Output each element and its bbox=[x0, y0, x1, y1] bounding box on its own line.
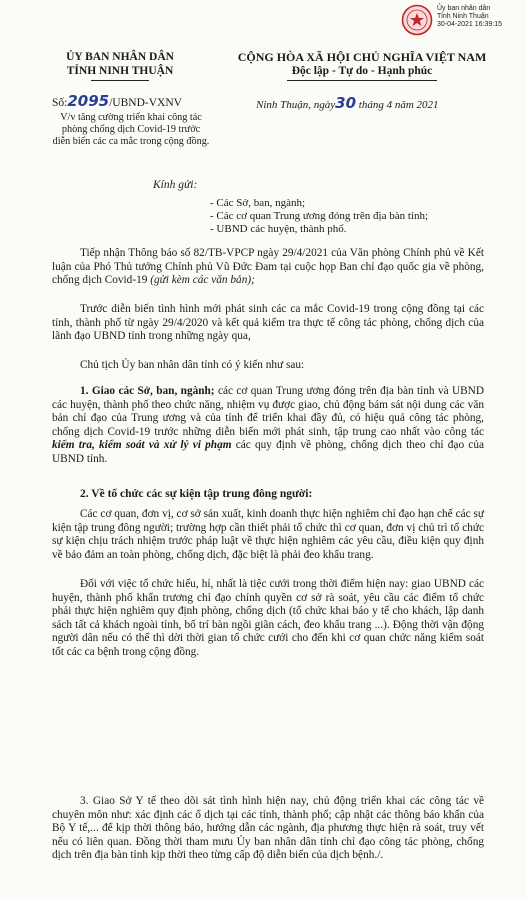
recipient-item: - Các cơ quan Trung ương đóng trên địa bàn tỉnh; bbox=[210, 210, 429, 222]
place-and-date: Ninh Thuận, ngày30 tháng 4 năm 2021 bbox=[256, 94, 439, 112]
org-underline bbox=[91, 80, 149, 81]
paragraph-1: Tiếp nhận Thông báo số 82/TB-VPCP ngày 29/4/2021 của Văn phòng Chính phủ về Kết luận của Phó Thủ tướng Chính phủ Vũ Đức Đam tại cuộc họp Ban chỉ đạo quốc gia về phòng, chống dịch Covid-19 (gửi kèm các văn bản); bbox=[52, 247, 484, 287]
signature-line-1: Ủy ban nhân dân bbox=[437, 5, 491, 12]
recipient-list bbox=[210, 197, 428, 236]
recipient-item: - Các Sở, ban, ngành; bbox=[210, 197, 306, 209]
nation-line-1: CỘNG HÒA XÃ HỘI CHỦ NGHĨA VIỆT NAM bbox=[237, 50, 487, 64]
issuing-organization bbox=[40, 50, 200, 81]
paragraph-2: Trước diễn biến tình hình mới phát sinh các ca mắc Covid-19 trong cộng đồng tại các tỉnh, thành phố từ ngày 29/4/2020 và kết quả kiểm tra thực tế công tác phòng, chống dịch của lãnh đạo UBND tỉnh trong những ngày qua, bbox=[52, 303, 484, 343]
org-line-1: ỦY BAN NHÂN DÂN bbox=[66, 51, 174, 63]
motto-underline bbox=[287, 80, 437, 81]
paragraph-5: Các cơ quan, đơn vị, cơ sở sản xuất, kinh doanh thực hiện nghiêm chỉ đạo hạn chế các sự kiện tập trung đông người; trường hợp cần thiết phải tổ chức thì cơ quan, đơn vị chủ trì tổ chức sự kiện chịu trách nhiệm trước pháp luật về thực hiện nghiêm các yêu cầu, điều kiện quy định về bảo đảm an toàn phòng, chống dịch, đặc biệt là phải đeo khẩu trang. bbox=[52, 508, 484, 561]
document-subject: V/v tăng cường triển khai công tác phòng chống dịch Covid-19 trước diễn biến các ca mắc trong cộng đồng. bbox=[52, 112, 210, 147]
nation-line-2: Độc lập - Tự do - Hạnh phúc bbox=[291, 65, 433, 77]
org-line-2: TỈNH NINH THUẬN bbox=[66, 65, 174, 77]
paragraph-6: Đối với việc tổ chức hiếu, hỉ, nhất là tiệc cưới trong thời điểm hiện nay: giao UBND các huyện, thành phố khẩn trương chỉ đạo chính quyền cơ sở rà soát, yêu cầu các điểm tổ chức phải thực hiện nghiêm quy định phòng, chống dịch (tổ chức khai báo y tế cho khách, lập danh sách tất cả khách ngoài tỉnh, bố trí bàn ngồi giãn cách, đeo khẩu trang ...). Động thời vận động người dân nếu có thể thì dời thời gian tổ chức cưới cho đến khi cơ quan chức năng kiểm soát tốt các ca bệnh trong cộng đồng. bbox=[52, 578, 484, 658]
national-motto bbox=[212, 50, 512, 81]
kinh-gui-label: Kính gửi: bbox=[153, 179, 198, 191]
digital-signature bbox=[391, 2, 519, 38]
handwritten-day: 30 bbox=[335, 94, 357, 112]
signature-line-2: Tỉnh Ninh Thuận bbox=[437, 13, 489, 20]
section-2-heading: 2. Về tổ chức các sự kiện tập trung đông người: bbox=[80, 488, 313, 500]
paragraph-7: 3. Giao Sở Y tế theo dõi sát tình hình hiện nay, chủ động triển khai các công tác về chuyên môn như: xác định các ổ dịch tại các tỉnh, thành phố; cập nhật các thông báo khẩn của Bộ Y tế,... để kịp thời thông báo, hướng dẫn các ngành, địa phương thực hiện rà soát, truy vết nếu có liên quan. Đồng thời tham mưu Ủy ban nhân dân tỉnh chỉ đạo công tác phòng, chống dịch trên địa bàn tỉnh kịp thời theo từng cấp độ diễn biến của dịch bệnh./. bbox=[52, 795, 484, 862]
document-number: Số:2095/UBND-VXNV bbox=[52, 92, 182, 110]
handwritten-number: 2095 bbox=[67, 92, 110, 110]
seal-icon bbox=[401, 4, 433, 36]
recipient-item: - UBND các huyện, thành phố. bbox=[210, 223, 347, 235]
paragraph-4: 1. Giao các Sở, ban, ngành; các cơ quan Trung ương đóng trên địa bàn tỉnh và UBND các huyện, thành phố theo chức năng, nhiệm vụ được giao, chủ động bám sát nội dung các văn bản chỉ đạo của Trung ương và của tỉnh để triển khai đầy đủ, có hiệu quả công tác phòng, chống dịch Covid-19 trước những diễn biến mới phát sinh, tập trung cao nhất vào công tác kiểm tra, kiểm soát và xử lý vi phạm các quy định về phòng, chống dịch theo chỉ đạo của UBND tỉnh. bbox=[52, 385, 485, 465]
signature-timestamp: 30-04-2021 16:39:15 bbox=[437, 21, 502, 28]
paragraph-3: Chủ tịch Ủy ban nhân dân tỉnh có ý kiến như sau: bbox=[80, 359, 305, 371]
